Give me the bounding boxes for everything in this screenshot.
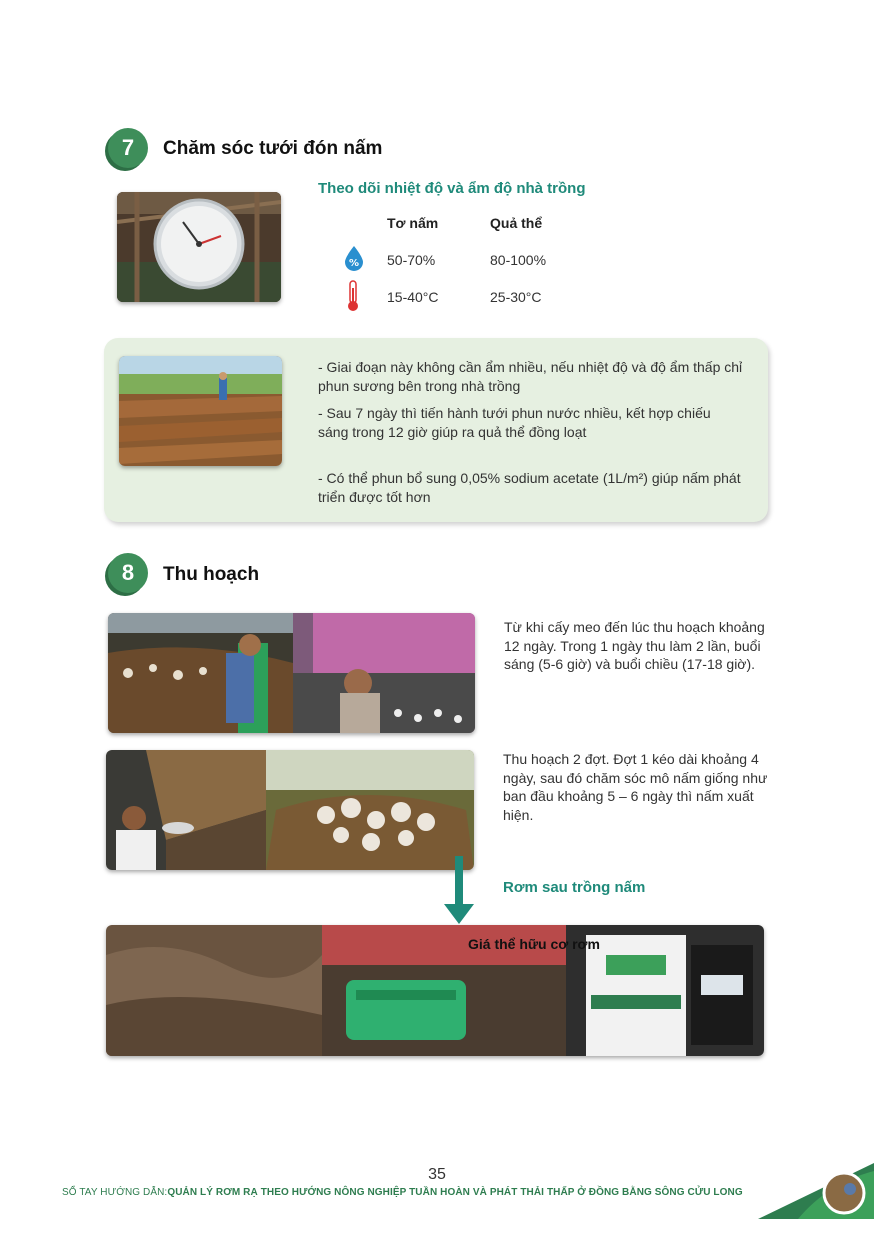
footer-title: QUẢN LÝ RƠM RẠ THEO HƯỚNG NÔNG NGHIỆP TUẦN HOÀN VÀ PHÁT THẢI THẤP Ở ĐỒNG BẰNG SÔNG CỬU LONG xyxy=(167,1187,743,1198)
svg-text:%: % xyxy=(348,258,360,269)
monitoring-subtitle: Theo dõi nhiệt độ và ẩm độ nhà trồng xyxy=(318,180,586,197)
section-8-title: Thu hoạch xyxy=(163,564,260,585)
footer-prefix: SỔ TAY HƯỚNG DẪN: xyxy=(62,1187,168,1198)
footer-text xyxy=(62,1187,743,1198)
harvest-photo-row-2 xyxy=(106,750,474,870)
down-arrow-icon xyxy=(444,856,474,931)
page-number: 35 xyxy=(428,1166,446,1183)
straw-after-label: Rơm sau trồng nấm xyxy=(503,879,646,896)
temperature-mycelium-value: 15-40°C xyxy=(387,289,439,305)
humidity-fruiting-value: 80-100% xyxy=(490,252,547,268)
field-spraying-photo xyxy=(119,356,282,466)
section-8-badge xyxy=(108,553,148,593)
footer-corner-graphic xyxy=(758,1163,874,1224)
humidity-mycelium-value: 50-70% xyxy=(387,252,436,268)
compost-overlay-label: Giá thể hữu cơ rơm xyxy=(468,936,600,952)
section-7-title: Chăm sóc tưới đón nấm xyxy=(163,138,383,159)
harvest-paragraph-2: Thu hoạch 2 đợt. Đợt 1 kéo dài khoảng 4 ngày, sau đó chăm sóc mô nấm giống như ban đầu khoảng 5 – 6 ngày thì nấm xuất hiện. xyxy=(503,751,768,823)
care-bullet-1: - Giai đoạn này không cần ẩm nhiều, nếu nhiệt độ và độ ẩm thấp chỉ phun sương bên trong nhà trồng xyxy=(318,359,743,394)
header-fruiting-body: Quả thể xyxy=(490,215,543,231)
header-mycelium: Tơ nấm xyxy=(387,215,439,231)
section-7-badge xyxy=(108,128,148,168)
humidity-drop-icon xyxy=(342,245,366,276)
compost-photo-strip xyxy=(106,925,764,1056)
hygrometer-photo xyxy=(117,192,281,302)
care-bullet-2: - Sau 7 ngày thì tiến hành tưới phun nước nhiều, kết hợp chiếu sáng trong 12 giờ giúp ra quả thể đồng loạt xyxy=(318,405,711,440)
section-7-number: 7 xyxy=(121,135,135,160)
harvest-paragraph-1: Từ khi cấy meo đến lúc thu hoạch khoảng 12 ngày. Trong 1 ngày thu làm 2 lần, buổi sáng (5-6 giờ) và buổi chiều (17-18 giờ). xyxy=(504,619,765,672)
harvest-photo-row-1 xyxy=(108,613,475,733)
temperature-fruiting-value: 25-30°C xyxy=(490,289,542,305)
thermometer-icon xyxy=(346,280,360,317)
section-8-number: 8 xyxy=(121,560,135,585)
care-bullet-3: - Có thể phun bổ sung 0,05% sodium acetate (1L/m²) giúp nấm phát triển được tốt hơn xyxy=(318,470,741,505)
